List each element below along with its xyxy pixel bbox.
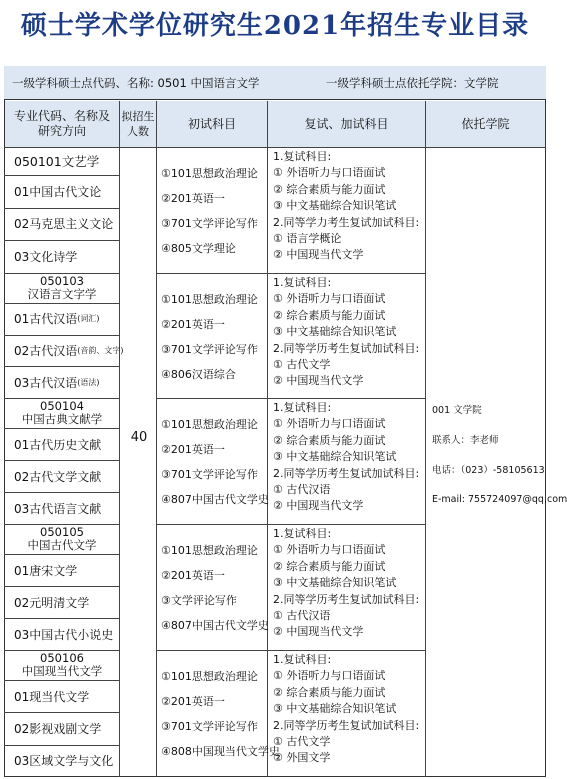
header-retest: [268, 101, 425, 147]
header-college-label: 依托学院: [461, 116, 510, 131]
discipline-code-name: 一级学科硕士点代码、名称: 0501 中国语言文学: [12, 76, 260, 90]
header-retest-label: 复试、加试科目: [304, 116, 389, 131]
header-initial-label: 初试科目: [187, 116, 236, 131]
initial-subject: ③701文学评论写作: [161, 343, 258, 356]
initial-subject: ④808中国现当代文学史: [161, 745, 280, 758]
header-college: [426, 101, 545, 147]
direction-note: (语法): [77, 377, 100, 387]
direction-note: (词汇): [77, 314, 100, 324]
direction-item: 02元明清文学: [14, 595, 90, 610]
group-code: 050105: [40, 525, 84, 539]
initial-subject: ①101思想政治理论: [161, 167, 258, 180]
group-code: 050106: [40, 651, 84, 665]
retest-subject: 1.复试科目:: [273, 276, 332, 289]
college-contact: 联系人：李老师: [432, 435, 499, 446]
retest-subject: ② 综合素质与能力面试: [273, 685, 386, 699]
group-name: 中国古代文学: [27, 538, 97, 552]
direction-item: 03文化诗学: [14, 250, 78, 265]
group-divider: [156, 524, 426, 525]
direction-note: (音韵、文字): [77, 345, 124, 355]
group-code: 050103: [40, 274, 84, 288]
group-divider: [156, 650, 426, 651]
initial-subject: ④807中国古代文学史: [161, 619, 269, 632]
header-quota: [120, 101, 156, 147]
retest-subject: 1.复试科目:: [273, 653, 332, 666]
initial-subject: ①101思想政治理论: [161, 293, 258, 306]
college-email: E-mail: 755724097@qq.com: [432, 494, 567, 505]
retest-subject: 2.同等学历考生复试加试科目:: [273, 592, 420, 606]
retest-subject: ③ 中文基础综合知识笔试: [273, 199, 397, 213]
header-quota-label: 拟招生 人数: [121, 110, 155, 138]
initial-subject: ④806汉语综合: [161, 368, 236, 381]
retest-subject: ① 语言学概论: [273, 232, 342, 245]
discipline-college: 一级学科硕士点依托学院：文学院: [326, 76, 499, 90]
retest-subject: 2.同等学力考生复试加试科目:: [273, 215, 420, 229]
quota-value: 40: [130, 430, 148, 445]
retest-subject: 1.复试科目:: [273, 150, 332, 163]
direction-item: 01现当代文学: [14, 689, 90, 704]
initial-subject: ①101思想政治理论: [161, 544, 258, 557]
direction-item: 02影视戏剧文学: [14, 721, 102, 736]
college-name: 001 文学院: [432, 405, 482, 416]
retest-subject: ① 外语听力与口语面试: [273, 669, 386, 683]
direction-item: 03中国古代小说史: [14, 627, 114, 642]
retest-subject: ① 外语听力与口语面试: [273, 543, 386, 557]
direction-item: 03区域文学与文化: [14, 754, 114, 769]
direction-item: 02古代文学文献: [14, 469, 102, 484]
direction-item: 01唐宋文学: [14, 563, 78, 578]
retest-subject: ① 外语听力与口语面试: [273, 166, 386, 180]
retest-subject: 1.复试科目:: [273, 527, 332, 540]
retest-subject: ① 古代汉语: [273, 609, 331, 622]
initial-subject: ①101思想政治理论: [161, 418, 258, 431]
initial-subject: ②201英语一: [161, 192, 225, 205]
retest-subject: ① 古代文学: [273, 735, 331, 748]
initial-subject: ④807中国古代文学史: [161, 493, 269, 506]
direction-item: 01中国古代文论: [14, 184, 102, 199]
retest-subject: ③ 中文基础综合知识笔试: [273, 325, 397, 339]
header-initial: [157, 101, 267, 147]
discipline-info-row: [4, 66, 546, 100]
initial-subject: ③701文学评论写作: [161, 468, 258, 481]
initial-subject: ③文学评论写作: [161, 594, 237, 607]
direction-item: 02马克思主义文论: [14, 217, 114, 232]
direction-item: 01古代汉语 (词汇): [14, 312, 100, 327]
initial-subject: ②201英语一: [161, 443, 225, 456]
retest-subject: ③ 中文基础综合知识笔试: [273, 576, 397, 590]
retest-subject: ② 中国现当代文学: [273, 248, 364, 262]
retest-subject: ② 综合素质与能力面试: [273, 433, 386, 447]
retest-subject: ② 综合素质与能力面试: [273, 559, 386, 573]
direction-item: 03古代语言文献: [14, 501, 102, 516]
retest-subject: ② 综合素质与能力面试: [273, 308, 386, 322]
retest-subject: ① 古代文学: [273, 358, 331, 371]
retest-subject: ③ 中文基础综合知识笔试: [273, 702, 397, 716]
retest-subject: ① 外语听力与口语面试: [273, 417, 386, 431]
retest-subject: 2.同等学历考生复试加试科目:: [273, 341, 420, 355]
group-code: 050104: [40, 399, 84, 413]
retest-subject: 2.同等学历考生复试加试科目:: [273, 466, 420, 480]
initial-subject: ③701文学评论写作: [161, 720, 258, 733]
group-name: 中国现当代文学: [21, 664, 103, 678]
header-major-label: 专业代码、名称及 研究方向: [13, 109, 110, 138]
initial-subject: ③701文学评论写作: [161, 217, 258, 230]
direction-item: 02古代汉语 (音韵、文字): [14, 343, 124, 358]
retest-subject: ② 中国现当代文学: [273, 374, 364, 388]
direction-item: 01古代历史文献: [14, 437, 102, 452]
group-title: 050101文艺学: [14, 154, 100, 169]
initial-subject: ④805文学理论: [161, 242, 236, 255]
retest-subject: ② 综合素质与能力面试: [273, 182, 386, 196]
initial-subject: ①101思想政治理论: [161, 670, 258, 683]
retest-subject: ② 中国现当代文学: [273, 499, 364, 513]
group-divider: [156, 398, 426, 399]
retest-subject: ① 外语听力与口语面试: [273, 292, 386, 306]
group-name: 中国古典文献学: [21, 412, 103, 426]
retest-subject: ② 中国现当代文学: [273, 625, 364, 639]
retest-subject: ③ 中文基础综合知识笔试: [273, 450, 397, 464]
initial-subject: ②201英语一: [161, 569, 225, 582]
group-name: 汉语言文字学: [27, 287, 97, 301]
college-phone: 电话：（023）-58105613: [432, 465, 545, 476]
direction-item: 03古代汉语 (语法): [14, 375, 100, 390]
header-major: [5, 101, 119, 147]
retest-subject: ② 外国文学: [273, 751, 331, 765]
initial-subject: ②201英语一: [161, 318, 225, 331]
retest-subject: 2.同等学历考生复试加试科目:: [273, 718, 420, 732]
initial-subject: ②201英语一: [161, 695, 225, 708]
group-divider: [156, 273, 426, 274]
retest-subject: 1.复试科目:: [273, 401, 332, 414]
page-title: 硕士学术学位研究生2021年招生专业目录: [20, 11, 530, 41]
retest-subject: ① 古代汉语: [273, 483, 331, 496]
